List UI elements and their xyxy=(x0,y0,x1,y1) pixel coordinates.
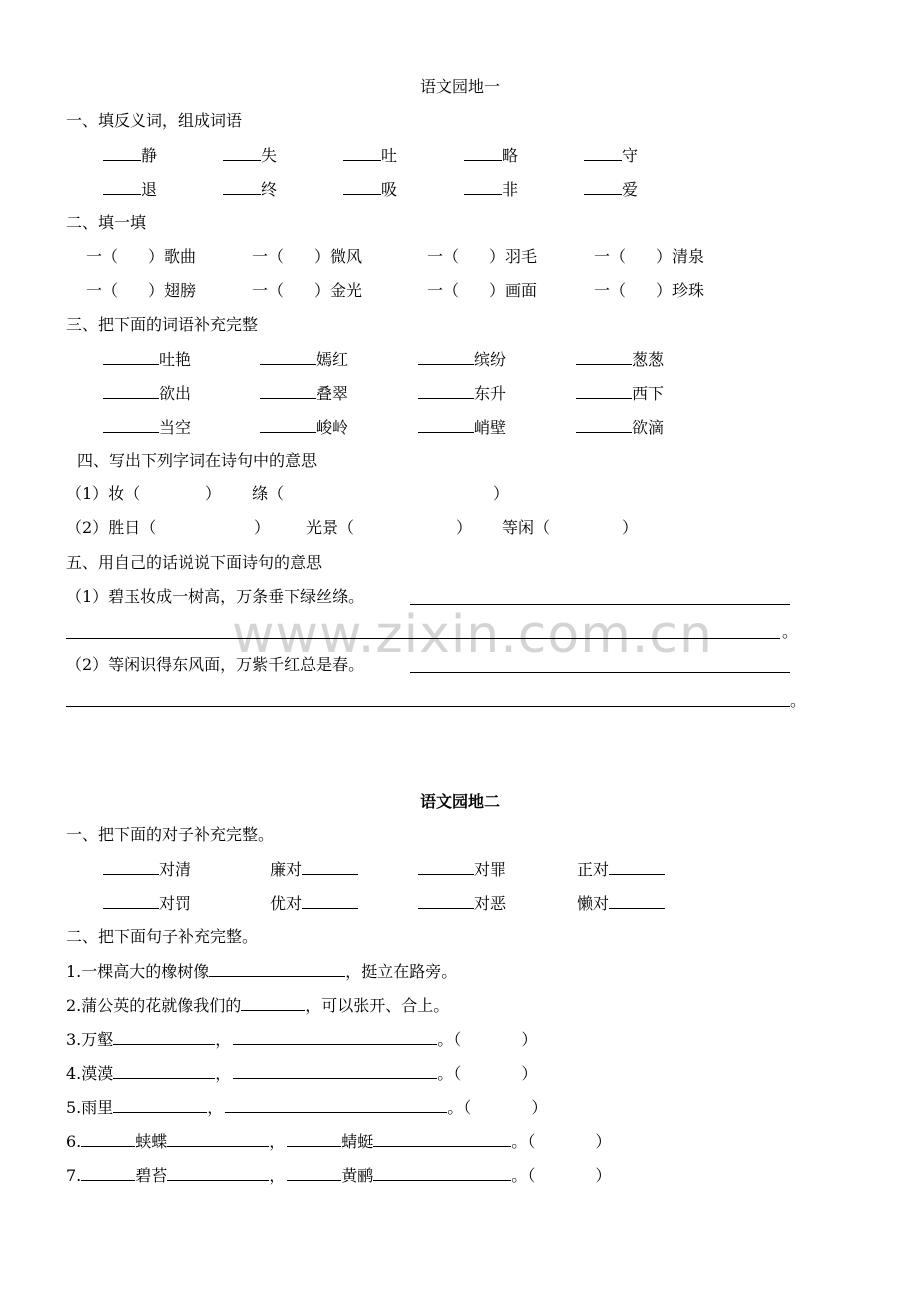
blank[interactable] xyxy=(584,179,622,195)
unit2-q2-heading: 二、把下面句子补充完整。 xyxy=(66,927,259,946)
close-paren: ） xyxy=(622,518,639,537)
blank[interactable] xyxy=(343,179,381,195)
blank[interactable] xyxy=(418,859,474,875)
close-paren: ） xyxy=(205,484,222,503)
answer-line[interactable] xyxy=(66,706,790,707)
word: 峭壁 xyxy=(474,418,507,437)
unit1-q1-heading: 一、填反义词，组成词语 xyxy=(66,111,243,130)
close-paren: ） xyxy=(254,518,271,537)
word: 退 xyxy=(141,180,158,199)
blank[interactable] xyxy=(609,859,665,875)
unit2-title: 语文园地二 xyxy=(419,792,500,811)
blank[interactable] xyxy=(576,349,632,365)
term: 胜日 xyxy=(108,518,141,537)
blank[interactable] xyxy=(113,1029,215,1045)
blank[interactable] xyxy=(103,179,141,195)
word: 优对 xyxy=(270,894,303,913)
blank[interactable] xyxy=(464,145,502,161)
word: 峻岭 xyxy=(316,418,349,437)
blank[interactable] xyxy=(576,383,632,399)
blank[interactable] xyxy=(103,145,141,161)
word: 画面 xyxy=(505,281,538,300)
blank[interactable] xyxy=(260,349,316,365)
period: 。 xyxy=(782,622,799,641)
blank[interactable] xyxy=(103,893,159,909)
blank[interactable] xyxy=(418,417,474,433)
blank[interactable] xyxy=(302,893,358,909)
blank[interactable] xyxy=(233,1063,437,1079)
period: 。 xyxy=(790,691,807,710)
word: 对清 xyxy=(159,860,192,879)
word: 西下 xyxy=(632,384,665,403)
blank[interactable] xyxy=(576,417,632,433)
word: 静 xyxy=(141,146,158,165)
word: 东升 xyxy=(474,384,507,403)
blank[interactable] xyxy=(167,1131,269,1147)
unit1-q3-heading: 三、把下面的词语补充完整 xyxy=(66,315,259,334)
blank[interactable] xyxy=(418,893,474,909)
blank[interactable] xyxy=(103,349,159,365)
word: 歌曲 xyxy=(164,247,197,266)
word: 非 xyxy=(502,180,519,199)
word: 清泉 xyxy=(672,247,705,266)
sentence-3: 3.万壑 ， 。（ ） xyxy=(66,1030,538,1049)
term: 妆 xyxy=(108,484,125,503)
word: 欲滴 xyxy=(632,418,665,437)
word: 当空 xyxy=(159,418,192,437)
answer-line[interactable] xyxy=(410,604,790,605)
blank[interactable] xyxy=(464,179,502,195)
word: 微风 xyxy=(330,247,363,266)
blank[interactable] xyxy=(223,179,261,195)
blank[interactable] xyxy=(233,1029,437,1045)
word: 吐 xyxy=(381,146,398,165)
blank[interactable] xyxy=(209,961,345,977)
blank[interactable] xyxy=(113,1097,207,1113)
blank[interactable] xyxy=(609,893,665,909)
sentence-7: 7. 碧苔 ， 黄鹂 。（ ） xyxy=(66,1166,612,1185)
word: 略 xyxy=(502,146,519,165)
word: 嫣红 xyxy=(316,350,349,369)
word: 对罪 xyxy=(474,860,507,879)
blank[interactable] xyxy=(584,145,622,161)
word: 翅膀 xyxy=(164,281,197,300)
unit1-q2-heading: 二、填一填 xyxy=(66,213,147,232)
blank[interactable] xyxy=(418,383,474,399)
word: 正对 xyxy=(577,860,610,879)
blank[interactable] xyxy=(225,1097,447,1113)
blank[interactable] xyxy=(103,417,159,433)
unit1-q5-line2: （2）等闲识得东风面，万紫千红总是春。 xyxy=(66,655,365,674)
sentence-5: 5.雨里 ， 。（ ） xyxy=(66,1098,548,1117)
blank[interactable] xyxy=(103,383,159,399)
blank[interactable] xyxy=(241,995,305,1011)
blank[interactable] xyxy=(167,1165,269,1181)
blank[interactable] xyxy=(260,383,316,399)
word: 欲出 xyxy=(159,384,192,403)
unit1-q4-heading: 四、写出下列字词在诗句中的意思 xyxy=(77,451,318,470)
word: 廉对 xyxy=(270,860,303,879)
word: 羽毛 xyxy=(505,247,538,266)
word: 对恶 xyxy=(474,894,507,913)
blank[interactable] xyxy=(113,1063,215,1079)
unit1-q5-line1: （1）碧玉妆成一树高，万条垂下绿丝绦。 xyxy=(66,587,365,606)
word: 终 xyxy=(261,180,278,199)
answer-line[interactable] xyxy=(410,672,790,673)
blank[interactable] xyxy=(302,859,358,875)
sentence-6: 6. 蛱蝶 ， 蜻蜓 。（ ） xyxy=(66,1132,612,1151)
sentence-1: 1.一棵高大的橡树像 ，挺立在路旁。 xyxy=(66,962,458,981)
word: 失 xyxy=(261,146,278,165)
term: 绦 xyxy=(252,484,269,503)
blank[interactable] xyxy=(103,859,159,875)
word: 葱葱 xyxy=(632,350,665,369)
blank[interactable] xyxy=(343,145,381,161)
answer-line[interactable] xyxy=(66,638,780,639)
word: 叠翠 xyxy=(316,384,349,403)
word: 缤纷 xyxy=(474,350,507,369)
word: 金光 xyxy=(330,281,363,300)
unit2-q1-heading: 一、把下面的对子补充完整。 xyxy=(66,825,275,844)
word: 守 xyxy=(622,146,639,165)
unit1-q5-heading: 五、用自己的话说说下面诗句的意思 xyxy=(66,553,323,572)
blank[interactable] xyxy=(223,145,261,161)
blank[interactable] xyxy=(287,1131,341,1147)
word: 懒对 xyxy=(577,894,610,913)
blank[interactable] xyxy=(81,1165,135,1181)
sentence-2: 2.蒲公英的花就像我们的 ，可以张开、合上。 xyxy=(66,996,450,1015)
term: 等闲 xyxy=(502,518,535,537)
close-paren: ） xyxy=(493,484,510,503)
blank[interactable] xyxy=(373,1131,511,1147)
blank[interactable] xyxy=(287,1165,341,1181)
watermark: www.zixin.com.cn xyxy=(232,605,713,665)
blank[interactable] xyxy=(418,349,474,365)
blank[interactable] xyxy=(260,417,316,433)
unit1-title: 语文园地一 xyxy=(419,77,500,96)
word: 珍珠 xyxy=(672,281,705,300)
blank[interactable] xyxy=(81,1131,135,1147)
sentence-4: 4.漠漠 ， 。（ ） xyxy=(66,1064,538,1083)
term: 光景 xyxy=(306,518,339,537)
word: 爱 xyxy=(622,180,639,199)
word: 吐艳 xyxy=(159,350,192,369)
word: 对罚 xyxy=(159,894,192,913)
blank[interactable] xyxy=(373,1165,511,1181)
close-paren: ） xyxy=(456,518,473,537)
word: 吸 xyxy=(381,180,398,199)
